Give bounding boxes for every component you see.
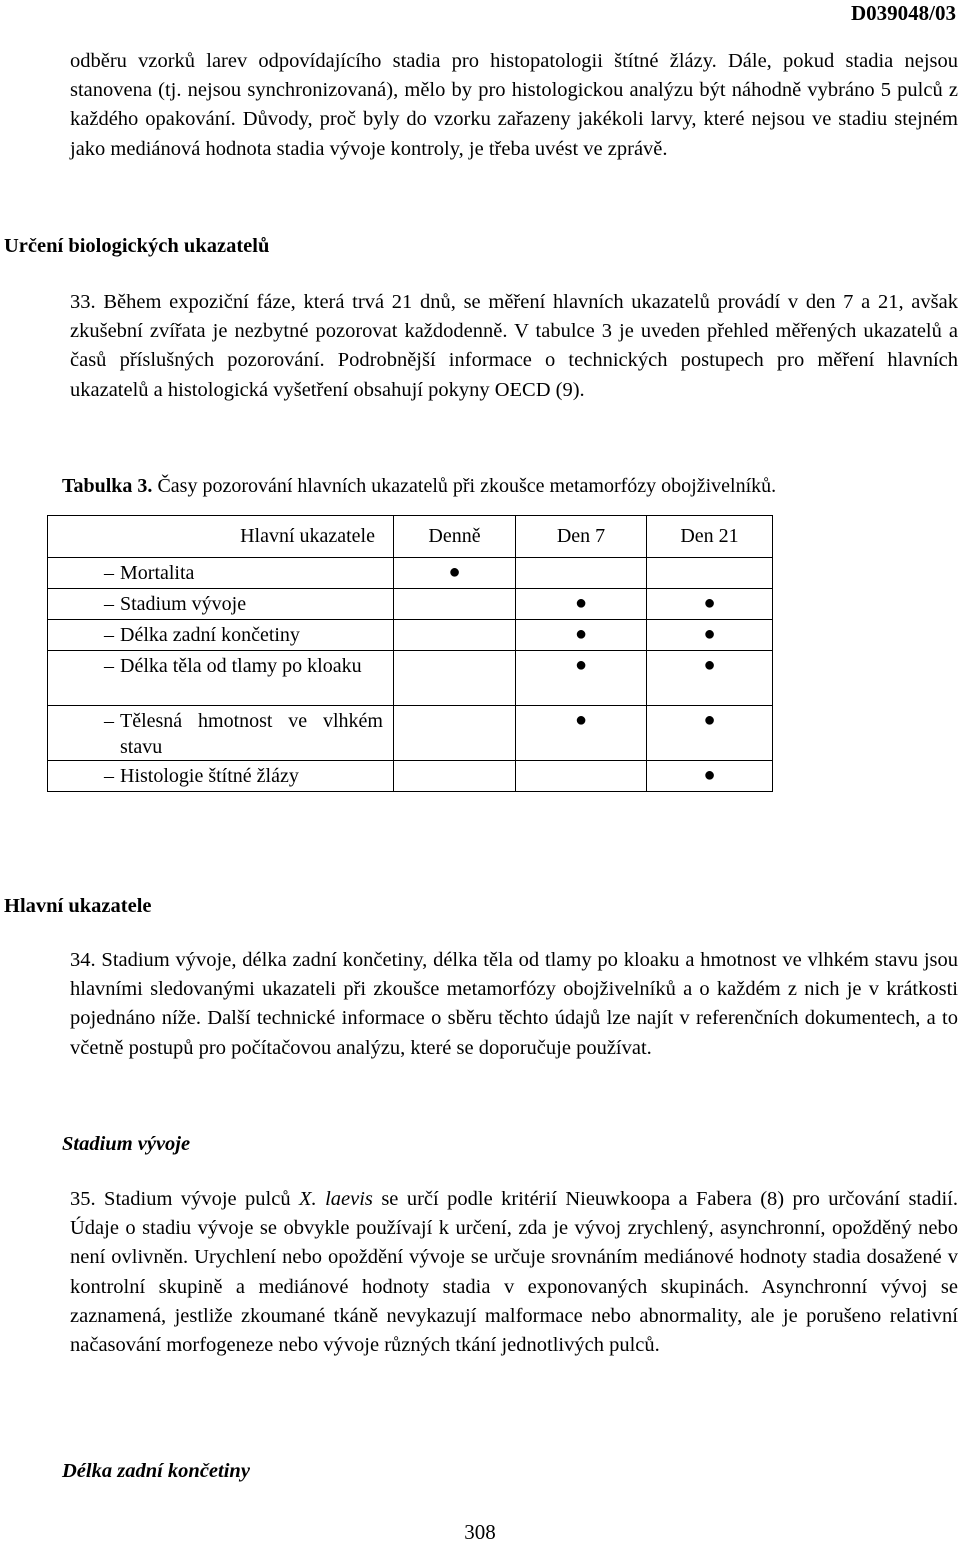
mark-day-7: ● xyxy=(516,620,647,651)
mark-daily xyxy=(394,651,516,706)
dash: – xyxy=(104,593,114,615)
indicator-label: Stadium vývoje xyxy=(120,593,247,615)
header-main-indicators: Hlavní ukazatele xyxy=(48,516,394,558)
mark-daily xyxy=(394,589,516,620)
dash: – xyxy=(104,710,114,732)
subheading-hind-limb-length: Délka zadní končetiny xyxy=(62,1460,250,1482)
mark-day-21: ● xyxy=(647,651,773,706)
mark-day-21 xyxy=(647,558,773,589)
mark-daily xyxy=(394,761,516,792)
mark-day-21: ● xyxy=(647,589,773,620)
table-header-row xyxy=(48,516,773,558)
mark-day-7: ● xyxy=(516,589,647,620)
table-row xyxy=(48,558,773,589)
indicator-label: Mortalita xyxy=(120,562,195,584)
mark-day-21: ● xyxy=(647,761,773,792)
header-day-21: Den 21 xyxy=(647,516,773,558)
paragraph-35-start: 35. Stadium vývoje pulců xyxy=(70,1188,300,1210)
paragraph-top: odběru vzorků larev odpovídajícího stadia pro histopatologii štítné žlázy. Dále, pokud stadia nejsou stanovena (tj. nejsou synchronizovaná), mělo by pro histologickou analýzu být náhodně vybráno 5 pulců z každého opakování. Důvody, proč byly do vzorku zařazeny jakékoli larvy, které nejsou ve stadiu stejném jako mediánová hodnota stadia vývoje kontroly, je třeba uvést ve zprávě. xyxy=(70,50,958,160)
indicator-cell xyxy=(48,761,394,792)
indicator-cell xyxy=(48,589,394,620)
table-row xyxy=(48,620,773,651)
mark-daily xyxy=(394,706,516,761)
section-heading-biological-indicators: Určení biologických ukazatelů xyxy=(4,235,270,257)
paragraph-35 xyxy=(70,1185,958,1360)
table-row xyxy=(48,589,773,620)
dash: – xyxy=(104,655,114,677)
indicator-label: Histologie štítné žlázy xyxy=(120,765,299,787)
table-caption-label: Tabulka 3. xyxy=(62,475,153,497)
table-row xyxy=(48,706,773,761)
table-caption xyxy=(62,473,776,499)
mark-day-7 xyxy=(516,761,647,792)
indicator-label: Délka zadní končetiny xyxy=(120,624,300,646)
indicator-label: Délka těla od tlamy po kloaku xyxy=(120,655,362,677)
table-caption-text: Časy pozorování hlavních ukazatelů při zkoušce metamorfózy obojživelníků. xyxy=(152,475,777,497)
indicator-cell xyxy=(48,651,394,706)
indicator-cell xyxy=(48,706,394,761)
species-name: X. laevis xyxy=(299,1188,373,1210)
mark-day-21: ● xyxy=(647,620,773,651)
indicator-label: Tělesná hmotnost ve vlhkém stavu xyxy=(120,710,383,758)
indicator-cell xyxy=(48,620,394,651)
dash: – xyxy=(104,624,114,646)
paragraph-34: 34. Stadium vývoje, délka zadní končetiny, délka těla od tlamy po kloaku a hmotnost ve vlhkém stavu jsou hlavními sledovanými ukazateli při zkoušce metamorfózy obojživelníků a o každém z nich je v krátkosti pojednáno níže. Další technické informace o sběru těchto údajů lze najít v referenčních dokumentech, a to včetně postupů pro počítačovou analýzu, které se doporučuje používat. xyxy=(70,949,958,1059)
page-number: 308 xyxy=(464,1520,496,1544)
mark-day-7: ● xyxy=(516,706,647,761)
mark-day-7 xyxy=(516,558,647,589)
mark-daily: ● xyxy=(394,558,516,589)
paragraph-33: 33. Během expoziční fáze, která trvá 21 dnů, se měření hlavních ukazatelů provádí v den 7 a 21, avšak zkušební zvířata je nezbytné pozorovat každodenně. V tabulce 3 je uveden přehled měřených ukazatelů a časů příslušných pozorování. Podrobnější informace o technických postupech pro měření hlavních ukazatelů a histologická vyšetření obsahují pokyny OECD (9). xyxy=(70,291,958,401)
dash: – xyxy=(104,562,114,584)
table-row xyxy=(48,651,773,706)
indicator-cell xyxy=(48,558,394,589)
document-id: D039048/03 xyxy=(851,1,956,25)
table-row xyxy=(48,761,773,792)
header-daily: Denně xyxy=(394,516,516,558)
mark-day-7: ● xyxy=(516,651,647,706)
mark-day-21: ● xyxy=(647,706,773,761)
section-heading-main-indicators: Hlavní ukazatele xyxy=(4,895,152,917)
paragraph-35-rest: se určí podle kritérií Nieuwkoopa a Fabera (8) pro určování stadií. Údaje o stadiu vývoje se obvykle používají k určení, zda je vývoj zrychlený, asynchronní, opožděný nebo není ovlivněn. Urychlení nebo opoždění vývoje se určuje srovnáním mediánové hodnoty stadia dosažené v kontrolní skupině a mediánové hodnoty stadia v exponovaných skupinách. Asynchronní vývoj se zaznamená, jestliže zkoumané tkáně nevykazují malformace nebo abnormality, ale je porušeno relativní načasování morfogeneze nebo vývoje různých tkání jednotlivých pulců. xyxy=(70,1188,958,1357)
dash: – xyxy=(104,765,114,787)
observation-times-table xyxy=(47,515,773,792)
header-day-7: Den 7 xyxy=(516,516,647,558)
subheading-development-stage: Stadium vývoje xyxy=(62,1133,191,1155)
mark-daily xyxy=(394,620,516,651)
